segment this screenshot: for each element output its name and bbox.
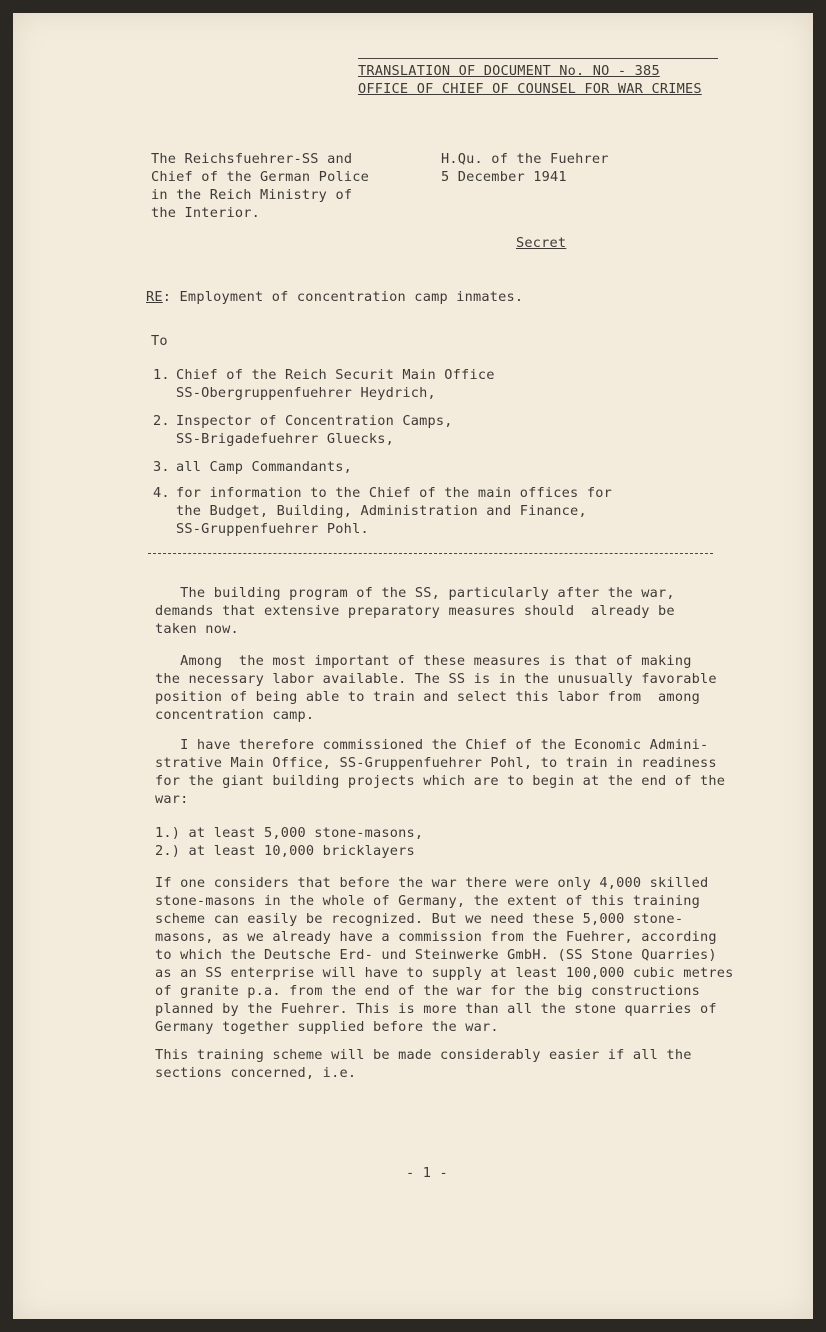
paragraph-line: If one considers that before the war there were only 4,000 skilled: [155, 875, 709, 891]
section-divider: [148, 553, 713, 554]
header-top-rule: [358, 58, 718, 59]
sender-line: The Reichsfuehrer-SS and: [151, 151, 353, 167]
paragraph-line: Among the most important of these measures is that of making: [155, 653, 692, 669]
header-line-1: TRANSLATION OF DOCUMENT No. NO - 385: [358, 63, 660, 79]
recipient-number: 4.: [153, 485, 170, 501]
recipient-line: Chief of the Reich Securit Main Office: [176, 367, 495, 383]
sender-line: Chief of the German Police: [151, 169, 369, 185]
to-label: To: [151, 333, 168, 349]
recipient-number: 2.: [153, 413, 170, 429]
recipient-number: 3.: [153, 459, 170, 475]
date: 5 December 1941: [441, 169, 567, 185]
paragraph-line: for the giant building projects which are to begin at the end of the: [155, 773, 726, 789]
paragraph-line: I have therefore commissioned the Chief of the Economic Admini-: [155, 737, 709, 753]
recipient-line: Inspector of Concentration Camps,: [176, 413, 453, 429]
paragraph-line: taken now.: [155, 621, 239, 637]
paragraph-line: Germany together supplied before the war.: [155, 1019, 499, 1035]
classification: Secret: [516, 235, 567, 251]
paragraph-line: planned by the Fuehrer. This is more than all the stone quarries of: [155, 1001, 717, 1017]
paragraph-line: as an SS enterprise will have to supply at least 100,000 cubic metres: [155, 965, 734, 981]
document-page: [13, 13, 813, 1319]
recipient-line: SS-Gruppenfuehrer Pohl.: [176, 521, 369, 537]
recipient-line: SS-Obergruppenfuehrer Heydrich,: [176, 385, 436, 401]
paragraph-line: sections concerned, i.e.: [155, 1065, 357, 1081]
paragraph-line: position of being able to train and select this labor from among: [155, 689, 700, 705]
sender-line: the Interior.: [151, 205, 260, 221]
paragraph-line: war:: [155, 791, 189, 807]
paragraph-line: the necessary labor available. The SS is in the unusually favorable: [155, 671, 717, 687]
place: H.Qu. of the Fuehrer: [441, 151, 609, 167]
recipient-number: 1.: [153, 367, 170, 383]
paragraph-line: The building program of the SS, particularly after the war,: [155, 585, 675, 601]
subject-text: : Employment of concentration camp inmates.: [162, 289, 524, 305]
paragraph-line: demands that extensive preparatory measures should already be: [155, 603, 675, 619]
quota-item: 2.) at least 10,000 bricklayers: [155, 843, 415, 859]
paragraph-line: masons, as we already have a commission from the Fuehrer, according: [155, 929, 717, 945]
quota-item: 1.) at least 5,000 stone-masons,: [155, 825, 424, 841]
paragraph-line: concentration camp.: [155, 707, 315, 723]
page-number: - 1 -: [406, 1165, 448, 1181]
sender-line: in the Reich Ministry of: [151, 187, 353, 203]
paragraph-line: This training scheme will be made considerably easier if all the: [155, 1047, 692, 1063]
paragraph-line: to which the Deutsche Erd- und Steinwerke GmbH. (SS Stone Quarries): [155, 947, 717, 963]
header-line-2: OFFICE OF CHIEF OF COUNSEL FOR WAR CRIMES: [358, 81, 702, 97]
recipient-line: SS-Brigadefuehrer Gluecks,: [176, 431, 394, 447]
recipient-line: all Camp Commandants,: [176, 459, 353, 475]
recipient-line: the Budget, Building, Administration and Finance,: [176, 503, 587, 519]
paragraph-line: of granite p.a. from the end of the war for the big constructions: [155, 983, 700, 999]
subject-line: [146, 287, 523, 307]
subject-label: RE: [146, 289, 163, 305]
recipient-line: for information to the Chief of the main offices for: [176, 485, 612, 501]
paragraph-line: stone-masons in the whole of Germany, the extent of this training: [155, 893, 700, 909]
paragraph-line: scheme can easily be recognized. But we need these 5,000 stone-: [155, 911, 684, 927]
paragraph-line: strative Main Office, SS-Gruppenfuehrer Pohl, to train in readiness: [155, 755, 717, 771]
